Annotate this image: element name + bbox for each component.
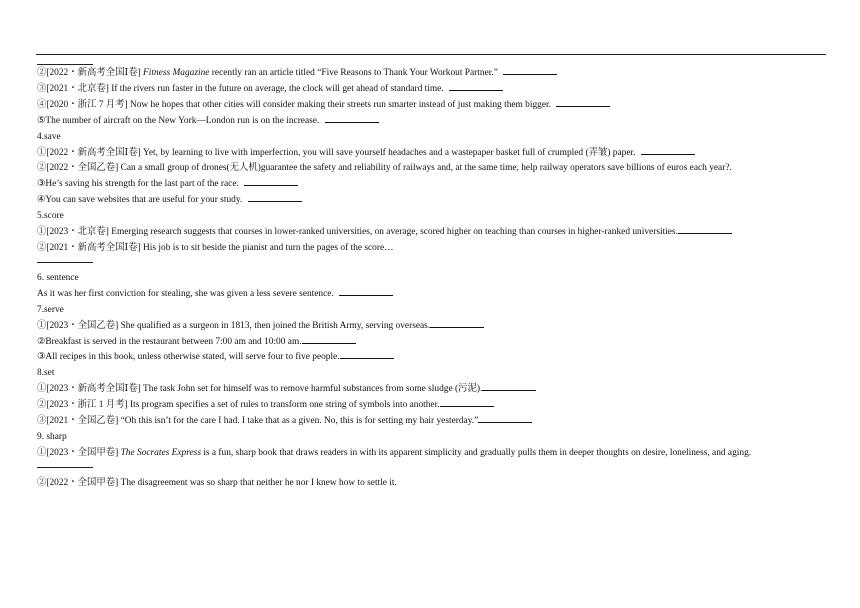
sentence-item: ①[2023・北京卷] Emerging research suggests that courses in lower-ranked universities, on average, scored higher on teaching than courses in higher-ranked universities.	[37, 225, 827, 241]
answer-blank[interactable]	[641, 146, 695, 155]
sentence-item: As it was her first conviction for stealing, she was given a less severe sentence.	[37, 287, 827, 303]
sentence-item: ②[2021・新高考全国Ⅰ卷] His job is to sit beside the pianist and turn the pages of the score…	[37, 242, 394, 253]
sentence-item: ④[2020・浙江 7 月考] Now he hopes that other cities will consider making their streets run smarter instead of just making them bigger.	[37, 98, 827, 114]
answer-blank[interactable]	[248, 193, 302, 202]
sentence-item: ②[2023・浙江 1 月考] Its program specifies a set of rules to transform one string of symbols into another.	[37, 398, 827, 414]
sentence-item: ③All recipes in this book, unless otherwise stated, will serve four to five people.	[37, 350, 827, 366]
answer-blank[interactable]	[244, 177, 298, 186]
answer-blank[interactable]	[478, 414, 532, 423]
sentence-item: ①[2022・新高考全国Ⅰ卷] Yet, by learning to live with imperfection, you will save yourself headaches and a wastepaper basket full of crumpled (弄皱) paper.	[37, 146, 827, 162]
section-heading: 9. sharp	[37, 431, 67, 442]
sentence-item: ②[2022・全国乙卷] Can a small group of drones(无人机)guarantee the safety and reliability of railways and, at the same time, help railway operators save billions of euros each year?.	[37, 163, 732, 174]
answer-blank[interactable]	[556, 98, 610, 107]
separator-rule	[37, 64, 93, 65]
section-heading: 5.score	[37, 211, 64, 222]
sentence-item: ①[2023・新高考全国Ⅰ卷] The task John set for himself was to remove harmful substances from some sludge (污泥).	[37, 382, 827, 398]
section-heading: 7.serve	[37, 304, 64, 315]
sentence-item: ③He’s saving his strength for the last part of the race.	[37, 177, 827, 193]
answer-blank[interactable]	[430, 319, 484, 328]
sentence-item: ④You can save websites that are useful for your study.	[37, 193, 827, 209]
answer-blank[interactable]	[503, 66, 557, 75]
answer-blank[interactable]	[449, 82, 503, 91]
sentence-item: ②[2022・新高考全国Ⅰ卷] Fitness Magazine recently ran an article titled “Five Reasons to Thank Your Workout Partner.”	[37, 66, 827, 82]
sentence-item: ②Breakfast is served in the restaurant between 7:00 am and 10:00 am.	[37, 335, 827, 351]
sentence-item: ①[2023・全国乙卷] She qualified as a surgeon in 1813, then joined the British Army, serving overseas.	[37, 319, 827, 335]
answer-blank[interactable]	[482, 382, 536, 391]
section-heading: 6. sentence	[37, 272, 79, 283]
answer-blank[interactable]	[339, 287, 393, 296]
sentence-item: ②[2022・全国甲卷] The disagreement was so sharp that neither he nor I knew how to settle it.	[37, 477, 397, 488]
sentence-item: ③[2021・全国乙卷] “Oh this isn’t for the care I had. I take that as a given. No, this is for setting my hair yesterday.”	[37, 414, 827, 430]
answer-blank[interactable]	[325, 114, 379, 123]
answer-blank[interactable]	[340, 350, 394, 359]
answer-blank[interactable]	[302, 335, 356, 344]
sentence-item: ①[2023・全国甲卷] The Socrates Express is a fun, sharp book that draws readers in with its apparent simplicity and gradually pulls them in deeper thoughts on desire, loneliness, and aging.	[37, 447, 752, 458]
separator-rule	[37, 262, 93, 263]
document-body	[37, 64, 827, 492]
section-heading: 8.set	[37, 368, 55, 379]
sentence-item: ⑤The number of aircraft on the New York—London run is on the increase.	[37, 114, 827, 130]
answer-blank[interactable]	[440, 398, 494, 407]
section-heading: 4.save	[37, 131, 61, 142]
header-rule	[36, 54, 826, 55]
sentence-item: ③[2021・北京卷] If the rivers run faster in the future on average, the clock will get ahead of standard time.	[37, 82, 827, 98]
separator-rule	[37, 467, 93, 468]
answer-blank[interactable]	[678, 225, 732, 234]
